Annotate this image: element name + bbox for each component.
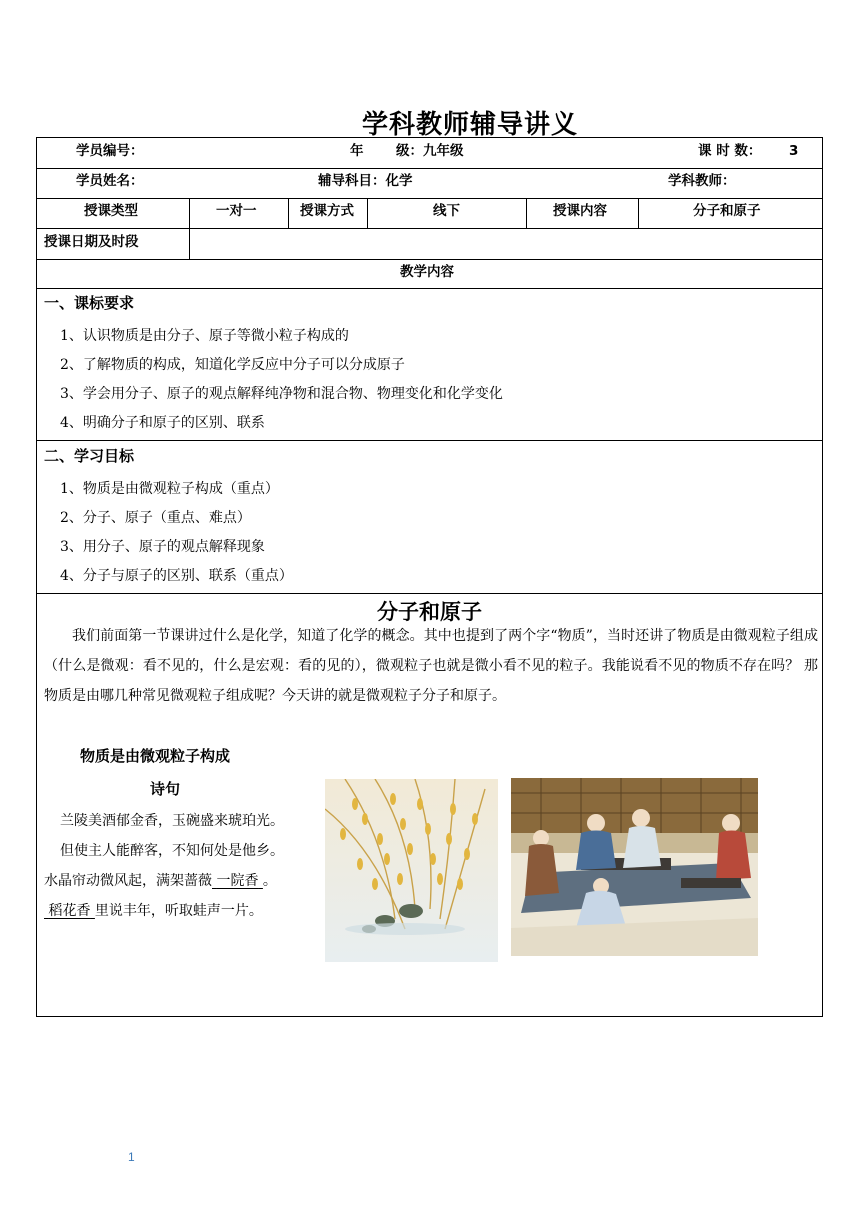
lesson-mode-label: 授课方式 <box>300 203 354 219</box>
list-item: 1、物质是由微观粒子构成（重点） <box>60 481 279 497</box>
col-divider <box>638 198 639 228</box>
poem-underlined-text <box>212 873 263 889</box>
lesson-date-label: 授课日期及时段 <box>44 234 139 250</box>
poem-text: 水晶帘动微风起，满架蔷薇 <box>44 873 212 889</box>
banquet-illustration-svg <box>511 778 758 956</box>
student-name-label: 学员姓名： <box>76 173 144 189</box>
col-divider <box>189 198 190 259</box>
poem-line <box>44 870 277 890</box>
page-number: 1 <box>128 1150 135 1164</box>
poem-underlined-text <box>44 903 95 919</box>
row-divider <box>36 259 823 260</box>
lesson-hours-label: 课 时 数： <box>698 143 762 159</box>
list-item: 1、认识物质是由分子、原子等微小粒子构成的 <box>60 328 349 344</box>
col-divider <box>288 198 289 228</box>
section-title-curriculum: 一、课标要求 <box>44 294 135 312</box>
poem-underlined-word: 稻花香 <box>48 903 91 919</box>
poem-underlined-word: 一院香 <box>216 873 259 889</box>
section-heading-molecules-atoms: 分子和原子 <box>377 600 482 624</box>
list-item: 2、分子、原子（重点、难点） <box>60 510 251 526</box>
list-item: 3、用分子、原子的观点解释现象 <box>60 539 265 555</box>
poem-text: 里说丰年，听取蛙声一片。 <box>94 903 263 919</box>
list-item: 4、分子与原子的区别、联系（重点） <box>60 568 293 584</box>
col-divider <box>367 198 368 228</box>
section-title-objectives: 二、学习目标 <box>44 447 135 465</box>
lesson-mode-value: 线下 <box>433 203 460 219</box>
list-item: 2、了解物质的构成，知道化学反应中分子可以分成原子 <box>60 357 405 373</box>
row-divider <box>36 228 823 229</box>
poem-line: 但使主人能醉客，不知何处是他乡。 <box>60 843 284 859</box>
poem-title: 诗句 <box>150 780 181 798</box>
row-divider <box>36 440 823 441</box>
document-title: 学科教师辅导讲义 <box>361 110 578 140</box>
subject-label: 辅导科目：化学 <box>318 173 413 189</box>
banquet-illustration <box>511 778 758 956</box>
lesson-content-label: 授课内容 <box>553 203 607 219</box>
row-divider <box>36 198 823 199</box>
row-divider <box>36 593 823 594</box>
rice-frog-illustration <box>325 779 498 962</box>
poem-line: 兰陵美酒郁金香，玉碗盛来琥珀光。 <box>60 813 284 829</box>
lesson-content-value: 分子和原子 <box>693 203 761 219</box>
row-divider <box>36 288 823 289</box>
lesson-type-value: 一对一 <box>216 203 257 219</box>
intro-paragraph: 我们前面第一节课讲过什么是化学，知道了化学的概念。其中也提到了两个字“物质”，当时还讲了物质是由微观粒子组成（什么是微观：看不见的，什么是宏观：看的见的），微观粒子也就是微小看不见的粒子。我能说看不见的物质不存在吗？ 那物质是由哪几种常见微观粒子组成呢？今天讲的就是微观粒子分子和原子。 <box>44 628 818 704</box>
subheading-microscopic-particles: 物质是由微观粒子构成 <box>80 747 231 765</box>
student-no-label: 学员编号： <box>76 143 144 159</box>
list-item: 4、明确分子和原子的区别、联系 <box>60 415 265 431</box>
grade-label-year: 年 <box>350 143 364 159</box>
teaching-content-label: 教学内容 <box>400 264 454 280</box>
grade-label: 级：九年级 <box>396 143 464 159</box>
lesson-type-label: 授课类型 <box>84 203 138 219</box>
rice-frog-illustration-svg <box>325 779 498 962</box>
lesson-hours-value: 3 <box>789 143 799 159</box>
teacher-label: 学科教师： <box>668 173 736 189</box>
row-divider <box>36 168 823 169</box>
poem-text: 。 <box>262 873 277 889</box>
col-divider <box>526 198 527 228</box>
list-item: 3、学会用分子、原子的观点解释纯净物和混合物、物理变化和化学变化 <box>60 386 503 402</box>
poem-line <box>44 900 263 920</box>
